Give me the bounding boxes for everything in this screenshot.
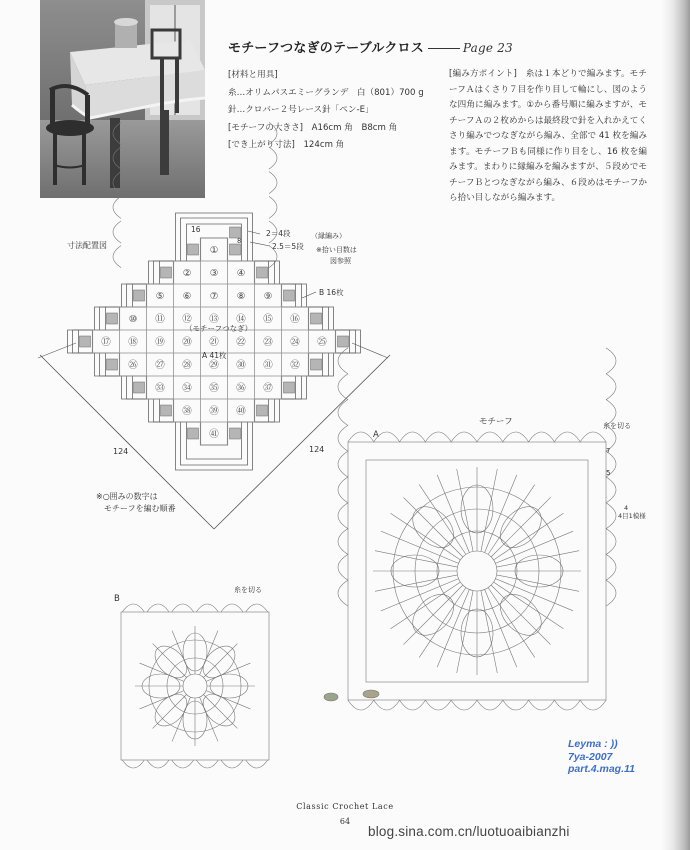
motif-a-scallop <box>338 451 348 477</box>
motif-number: ㉓ <box>263 337 273 348</box>
motif-b-square <box>284 290 295 301</box>
motif-a-scallop <box>451 700 477 710</box>
label-a-count: A 41枚 <box>202 351 227 360</box>
motif-number: ㊳ <box>182 406 192 417</box>
motif-number: ㉖ <box>128 360 138 371</box>
motif-b-square <box>311 359 322 370</box>
label-b-count: B 16枚 <box>319 288 344 297</box>
motif-number: ⑧ <box>236 291 246 302</box>
motif-number: ㊵ <box>236 406 246 417</box>
diagram-motif-numbers <box>101 245 327 440</box>
stamp-line-3: part.4.mag.11 <box>568 763 635 775</box>
motif-b-scallop <box>113 172 121 194</box>
motif-a-stitch-repeat: 4目1模様 <box>618 512 646 520</box>
motif-b-scallop <box>196 760 218 768</box>
motif-number: ① <box>209 245 219 256</box>
motif-a-scallop <box>348 432 374 442</box>
motif-b-scallop <box>147 604 169 612</box>
motif-a-scallop <box>580 700 606 710</box>
motif-b-scallop <box>113 122 121 144</box>
motif-a-scallop <box>606 348 616 374</box>
motif-number: ㊱ <box>236 383 246 394</box>
motif-b-ring <box>183 674 207 698</box>
motif-b-scallop <box>122 760 144 768</box>
motif-a-leaf <box>363 690 379 698</box>
motif-number: ㉘ <box>182 360 192 371</box>
motif-number: ⑪ <box>155 314 165 325</box>
motif-number: ㉛ <box>263 360 273 371</box>
motif-number: ㉞ <box>182 383 192 394</box>
motif-number: ㉒ <box>236 337 246 348</box>
motif-a-row-7: 7 <box>606 447 611 455</box>
motif-number: ⑲ <box>155 337 165 348</box>
motif-b-square <box>257 267 268 278</box>
label-motif-joining: （モチーフつなぎ） <box>185 324 253 333</box>
motif-a-scallop <box>338 374 348 400</box>
motif-number: ⑤ <box>155 291 165 302</box>
motif-number: ⑮ <box>263 314 273 325</box>
motif-b-scallop <box>113 246 121 268</box>
motif-number: ③ <box>209 268 219 279</box>
motif-a-scallop <box>503 432 529 442</box>
instructions-heading: [編み方ポイント] <box>449 69 517 79</box>
motif-number: ㉝ <box>155 383 165 394</box>
motif-number: ㉟ <box>209 383 219 394</box>
dimension-right: 124 <box>309 445 325 454</box>
motif-b-square <box>284 382 295 393</box>
instructions-body: モチーフＡはくさり７目を作り目して輪にし、図のような四角に編みます。①から番号順に編みますが、モチーフＡの２枚めからは最終段で針を入れかえてくさり編みでつなぎながら編み、全部で 41 枚を編みます。モチーフＢも同様に作り目をし、16 枚を編みます。まわりに縁編みを編みますが、５段めでモチーフＢとつなぎながら編み、６段めはモチーフから拾い目しながら編みます。 <box>449 69 647 203</box>
motif-number: ㉙ <box>209 360 219 371</box>
motif-a-scallop <box>554 432 580 442</box>
footer-book-title: Classic Crochet Lace <box>296 802 394 811</box>
motif-number: ⑬ <box>209 314 219 325</box>
motif-b-scallop <box>269 172 277 194</box>
page-reference: Page 23 <box>462 41 513 55</box>
motif-b-scallop <box>147 760 169 768</box>
motif-number: ⑦ <box>209 291 219 302</box>
motif-number: ② <box>182 268 192 279</box>
motif-number: ⑱ <box>128 337 138 348</box>
motif-b-square <box>80 336 91 347</box>
note-pickup-2: 図参照 <box>330 257 351 265</box>
motif-a-scallop <box>606 477 616 503</box>
motif-a-scallop <box>606 503 616 529</box>
motif-a-label: A <box>373 430 379 440</box>
label-edging: （縁編み） <box>311 232 346 240</box>
motif-number: ㉕ <box>317 337 327 348</box>
motif-a-scallop <box>529 432 555 442</box>
motif-a-cut-yarn: 糸を切る <box>603 422 631 430</box>
motif-number: ㊶ <box>209 429 219 440</box>
label-16: 16 <box>191 225 201 234</box>
motif-b-scallop <box>113 196 121 218</box>
materials-finished-size: [でき上がり寸法] 124cm 角 <box>228 140 345 150</box>
motif-a-scallop <box>338 348 348 374</box>
motif-a-scallop <box>400 700 426 710</box>
page-number: 64 <box>339 817 351 826</box>
motif-a-scallop <box>374 700 400 710</box>
motif-number: ⑭ <box>236 314 246 325</box>
motif-number: ㉔ <box>290 337 300 348</box>
motif-a-scallop <box>338 477 348 503</box>
motif-number: ㊴ <box>209 406 219 417</box>
motif-number: ⑯ <box>290 314 300 325</box>
book-spine-shadow <box>662 0 690 850</box>
materials-hook: 針…クロバー２号レース針「ペン-E」 <box>228 105 374 115</box>
motif-a-scallop <box>529 700 555 710</box>
motif-a-scallop <box>338 400 348 426</box>
motif-a-row-5: 5 <box>606 469 611 477</box>
label-rows-5: 2.5＝5段 <box>272 242 304 251</box>
motif-a-scallop <box>451 432 477 442</box>
motif-a-scallop <box>338 580 348 606</box>
motif-a-scallop <box>425 432 451 442</box>
motif-a-scallop <box>606 374 616 400</box>
label-rows-2: 2＝4段 <box>266 229 291 238</box>
label-8: 8 <box>237 237 242 245</box>
motif-a-scallop <box>503 700 529 710</box>
motif-number: ⑨ <box>263 291 273 302</box>
motif-a-scallop <box>338 554 348 580</box>
motif-b-square <box>338 336 349 347</box>
motif-b-square <box>230 428 241 439</box>
motif-b-scallop <box>113 221 121 243</box>
motif-b-scallop <box>269 147 277 169</box>
motif-a-scallop <box>425 700 451 710</box>
note-circled-numbers-1: ※○囲みの数字は <box>96 492 158 501</box>
motif-a-scallop <box>400 432 426 442</box>
motif-number: ⑫ <box>182 314 192 325</box>
stamp-line-2: 7ya-2007 <box>568 750 613 763</box>
motif-b-scallop <box>269 196 277 218</box>
motif-a-scallop <box>606 554 616 580</box>
motif-b-square <box>257 405 268 416</box>
materials-heading: [材料と用具] <box>228 70 278 80</box>
motif-a-scallop <box>606 529 616 555</box>
motif-b-square <box>230 244 241 255</box>
motif-a-scallop <box>477 700 503 710</box>
motif-b-square <box>161 405 172 416</box>
blog-watermark: blog.sina.com.cn/luotuoaibianzhi <box>368 824 570 839</box>
motif-b-spoke <box>153 644 187 678</box>
motif-a-scallop <box>338 425 348 451</box>
motif-a-ring <box>457 551 497 591</box>
motif-a-scallop <box>477 432 503 442</box>
title-text: モチーフつなぎのテーブルクロス <box>228 41 424 56</box>
motif-number: ㉗ <box>155 360 165 371</box>
motif-number: ⑥ <box>182 291 192 302</box>
motif-number: ⑳ <box>182 337 192 348</box>
motif-number: ㉚ <box>236 360 246 371</box>
motif-number: ㉜ <box>290 360 300 371</box>
motif-b-cut-yarn: 糸を切る <box>234 586 262 594</box>
materials-yarn: 糸…オリムパスエミーグランデ 白（801）700 g <box>228 87 424 98</box>
motif-number: ④ <box>236 268 246 279</box>
motif-b-scallop <box>172 604 194 612</box>
stamp-line-1: Leyma : )) <box>568 738 618 750</box>
layout-diagram-title: 寸法配置図 <box>67 241 107 250</box>
motif-b-square <box>134 382 145 393</box>
motif-number: ㊲ <box>263 383 273 394</box>
note-pickup-1: ※拾い目数は <box>316 246 357 254</box>
motif-a-scallop <box>338 529 348 555</box>
motif-number: ⑩ <box>128 314 138 325</box>
motif-b-spoke <box>203 694 237 728</box>
motif-b-spoke <box>203 644 237 678</box>
motif-b-scallop <box>221 760 243 768</box>
motif-b-spoke <box>153 694 187 728</box>
motif-b-scallop <box>221 604 243 612</box>
motif-b-square <box>161 267 172 278</box>
dimension-line-left <box>40 355 214 529</box>
motif-a-leaf <box>324 693 338 701</box>
motif-a-scallop <box>338 503 348 529</box>
motif-a-scallop <box>606 580 616 606</box>
motif-b-square <box>311 313 322 324</box>
motif-b-scallop <box>269 122 277 144</box>
motif-b-square <box>134 290 145 301</box>
motif-b-label: B <box>114 594 120 604</box>
motif-a-scallop <box>580 432 606 442</box>
motif-b-square <box>188 244 199 255</box>
motif-b-scallop <box>246 760 268 768</box>
motif-b-scallop <box>196 604 218 612</box>
motif-a-scallop <box>348 700 374 710</box>
dimension-left: 124 <box>113 447 129 456</box>
note-circled-numbers-2: モチーフを編む順番 <box>104 504 176 513</box>
motif-a-chart <box>324 348 646 710</box>
motif-number: ㉑ <box>209 337 219 348</box>
motif-a-row-4: 4 <box>624 504 629 512</box>
motif-title: モチーフ <box>479 417 513 427</box>
motif-b-scallop <box>246 604 268 612</box>
motif-number: ⑰ <box>101 337 111 348</box>
instructions-heading-tail: 糸は１本どりで編みます。 <box>516 69 630 79</box>
scanner-stamp <box>568 738 635 776</box>
motif-b-square <box>107 313 118 324</box>
motif-b-square <box>107 359 118 370</box>
motif-a-scallop <box>554 700 580 710</box>
motif-b-square <box>188 428 199 439</box>
motif-b-scallop <box>122 604 144 612</box>
motif-b-scallop <box>113 147 121 169</box>
motif-b-scallop <box>172 760 194 768</box>
materials-motif-size: [モチーフの大きさ] A16cm 角 B8cm 角 <box>228 122 398 133</box>
